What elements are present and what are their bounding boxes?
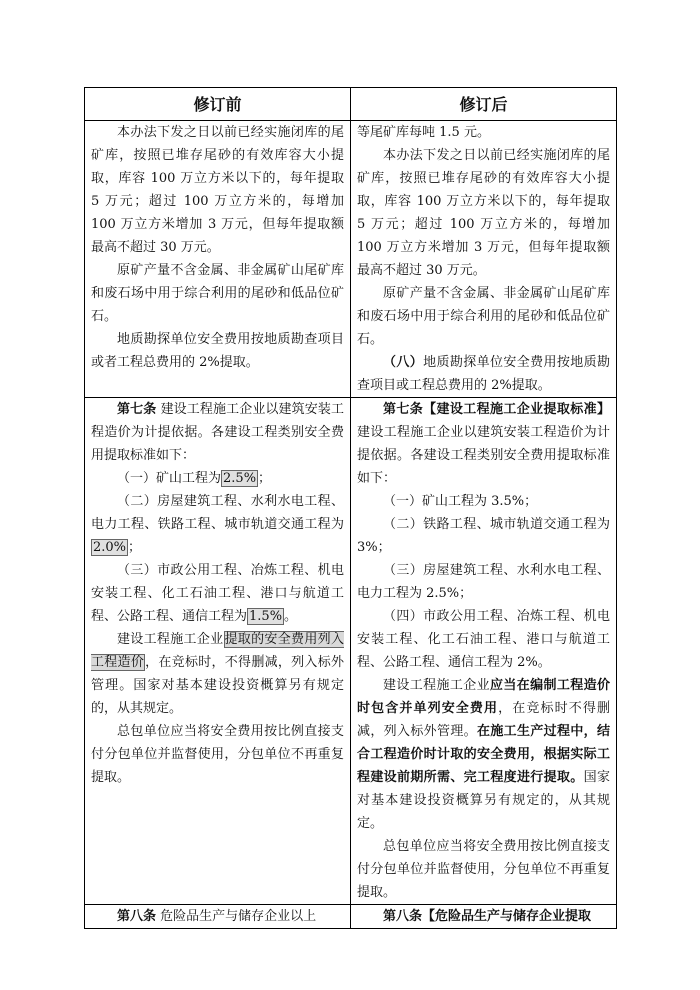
bold-text: 应当在编制工程造价时包含并单列安全费用 bbox=[357, 678, 610, 716]
table-row bbox=[85, 905, 617, 929]
highlighted-value: 1.5% bbox=[249, 609, 283, 624]
paragraph: 等尾矿库每吨 1.5 元。 bbox=[357, 125, 490, 140]
article-label: 第七条【建设工程施工企业提取标准】 bbox=[383, 402, 610, 417]
highlighted-value: 2.5% bbox=[223, 471, 257, 486]
article-paragraph bbox=[357, 905, 610, 928]
header-after: 修订后 bbox=[351, 88, 617, 121]
article-label: 第八条【危险品生产与储存企业提取 bbox=[383, 909, 592, 924]
list-item: （二）铁路工程、城市轨道交通工程为 3%； bbox=[357, 517, 610, 555]
item-end: ； bbox=[258, 471, 272, 486]
paragraph: 地质勘探单位安全费用按地质勘查项目或者工程总费用的 2%提取。 bbox=[91, 332, 344, 370]
paragraph: 本办法下发之日以前已经实施闭库的尾矿库，按照已堆存尾砂的有效库容大小提取，库容 100 万立方米以下的，每年提取 5 万元；超过 100 万立方米的，每增加 100 万立方米增加 3 万元，但每年提取额最高不超过 30 万元。 bbox=[91, 125, 344, 255]
item-text: （一）矿山工程为 bbox=[117, 471, 222, 486]
bold-text: 在施工生产过程中，结合工程造价时计取的安全费用，根据实际工程建设前期所需、完工程度进行提取。 bbox=[357, 724, 610, 785]
paragraph: 总包单位应当将安全费用按比例直接支付分包单位并监督使用，分包单位不再重复提取。 bbox=[357, 839, 610, 900]
article-text: 危险品生产与储存企业以上 bbox=[156, 909, 317, 924]
paragraph-text: ，在竞标时不得删减，列入标外管理。 bbox=[357, 701, 610, 739]
list-item bbox=[91, 467, 344, 490]
list-item bbox=[91, 490, 344, 559]
paragraph: 本办法下发之日以前已经实施闭库的尾矿库，按照已堆存尾砂的有效库容大小提取，库容 100 万立方米以下的，每年提取 5 万元；超过 100 万立方米的，每增加 100 万立方米增加 3 万元，但每年提取额最高不超过 30 万元。 bbox=[357, 148, 610, 278]
paragraph-text: 国家对基本建设投资概算另有规定的，从其规定。 bbox=[357, 770, 610, 831]
table-row bbox=[85, 398, 617, 905]
paragraph bbox=[357, 351, 610, 397]
paragraph: 总包单位应当将安全费用按比例直接支付分包单位并监督使用，分包单位不再重复提取。 bbox=[91, 724, 344, 785]
header-row bbox=[85, 88, 617, 121]
item-end: ； bbox=[128, 540, 142, 555]
article-paragraph bbox=[357, 398, 610, 490]
before-cell bbox=[85, 121, 351, 398]
article-paragraph bbox=[91, 398, 344, 467]
after-cell bbox=[351, 121, 617, 398]
list-item: （一）矿山工程为 3.5%； bbox=[383, 494, 538, 509]
list-item bbox=[91, 559, 344, 628]
after-cell bbox=[351, 398, 617, 905]
table-row bbox=[85, 121, 617, 398]
paragraph: 原矿产量不含金属、非金属矿山尾矿库和废石场中用于综合利用的尾砂和低品位矿石。 bbox=[357, 286, 610, 347]
before-cell bbox=[85, 905, 351, 929]
paragraph: 原矿产量不含金属、非金属矿山尾矿库和废石场中用于综合利用的尾砂和低品位矿石。 bbox=[91, 263, 344, 324]
highlighted-value: 2.0% bbox=[93, 540, 127, 555]
paragraph-text: 地质勘探单位安全费用按地质勘查项目或工程总费用的 2%提取。 bbox=[357, 355, 610, 393]
item-end: 。 bbox=[284, 609, 298, 624]
paragraph-text: 建设工程施工企业 bbox=[383, 678, 490, 693]
article-paragraph bbox=[91, 905, 344, 928]
before-cell bbox=[85, 398, 351, 905]
item-number: （八） bbox=[383, 355, 424, 370]
item-text: （二）房屋建筑工程、水利水电工程、电力工程、铁路工程、城市轨道交通工程为 bbox=[91, 494, 344, 532]
paragraph-text: ，在竞标时，不得删减，列入标外管理。国家对基本建设投资概算另有规定的，从其规定。 bbox=[91, 655, 344, 716]
list-item: （四）市政公用工程、冶炼工程、机电安装工程、化工石油工程、港口与航道工程、公路工程、通信工程为 2%。 bbox=[357, 609, 610, 670]
item-text: （三）市政公用工程、冶炼工程、机电安装工程、化工石油工程、港口与航道工程、公路工程、通信工程为 bbox=[91, 563, 344, 624]
header-before: 修订前 bbox=[85, 88, 351, 121]
paragraph bbox=[357, 674, 610, 835]
comparison-table bbox=[84, 87, 617, 929]
list-item: （三）房屋建筑工程、水利水电工程、电力工程为 2.5%； bbox=[357, 563, 610, 601]
article-text: 建设工程施工企业以建筑安装工程造价为计提依据。各建设工程类别安全费用提取标准如下： bbox=[91, 402, 344, 463]
paragraph bbox=[91, 628, 344, 720]
paragraph-text: 建设工程施工企业 bbox=[117, 632, 224, 647]
after-cell bbox=[351, 905, 617, 929]
article-label: 第七条 bbox=[117, 402, 157, 417]
highlighted-text: 提取的安全费用列入工程造价 bbox=[91, 632, 344, 670]
article-text: 建设工程施工企业以建筑安装工程造价为计提依据。各建设工程类别安全费用提取标准如下： bbox=[357, 425, 610, 486]
article-label: 第八条 bbox=[117, 909, 157, 924]
